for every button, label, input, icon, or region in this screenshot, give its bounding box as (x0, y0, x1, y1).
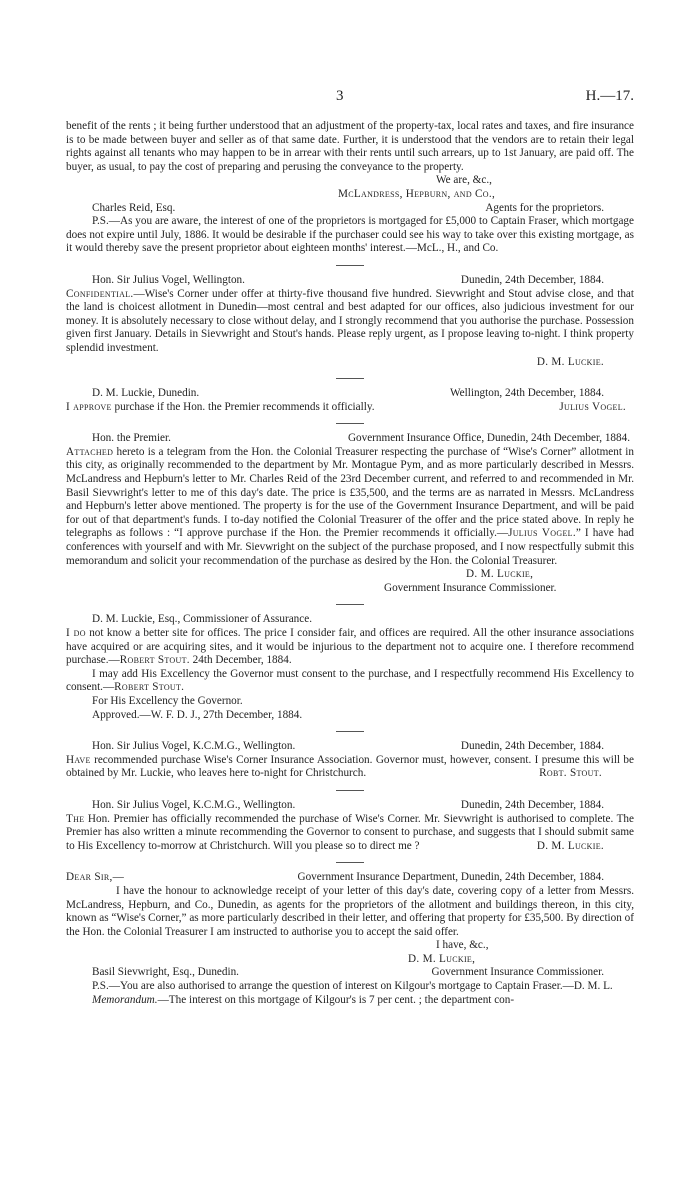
telegram-stout-to-vogel (66, 740, 634, 781)
section-divider (336, 790, 364, 791)
lead-word: The (66, 812, 85, 825)
document-reference: H.—17. (585, 88, 634, 104)
lead-word: I approve (66, 400, 112, 413)
telegram-body: Confidential.—Wise's Corner under offer at thirty-five thousand five hundred. Sievwright and Stout advise close, and that the land is choicest allotment in Dunedin—most central and best adapted for our offices, also judicious investment for our money. It is absolutely necessary to close without delay, and I strongly recommend that you authorise the purchase. Possession given first January. Details in Sievwright and Stout's hands. Please reply urgent, as I propose leaving to-night. I think property splendid investment. (66, 287, 634, 354)
telegram-body: Have recommended purchase Wise's Corner Insurance Association. Governor must, however, consent. I presume this will be obtained by Mr. Luckie, who leaves here to-night for Christchurch. (66, 753, 634, 780)
signature: D. M. Luckie. (536, 355, 604, 368)
signatory-title: Government Insurance Commissioner. (431, 966, 604, 979)
letter-header (66, 871, 634, 885)
letter-body: I have the honour to acknowledge receipt of your letter of this day's date, covering copy of a letter from Messrs. McLandress, Hepburn, and Co., Dunedin, as agents for the proprietors of the allotment and buildings thereon, in this city, known as “Wise's Corner,” as more particularly described in their letter, and offering that property for £35,500. By direction of the Hon. the Colonial Treasurer I am instructed to authorise you to accept the said offer. (66, 884, 634, 938)
lead-word: Confidential. (66, 287, 134, 300)
section-divider (336, 604, 364, 605)
recipient: Hon. Sir Julius Vogel, K.C.M.G., Wellington. (92, 798, 296, 811)
memo-to-premier (66, 432, 634, 595)
page-header (66, 88, 634, 108)
telegram-body: I approve purchase if the Hon. the Premier recommends it officially. Julius Vogel. (66, 400, 626, 413)
section-divider (336, 423, 364, 424)
agents-line: Agents for the proprietors. (485, 201, 604, 214)
addressee: Basil Sievwright, Esq., Dunedin. (92, 966, 239, 979)
lead-word: Have (66, 753, 91, 766)
page-number: 3 (336, 88, 344, 104)
letter-to-sievwright (66, 871, 634, 1007)
telegram-header (66, 740, 634, 754)
section-divider (336, 378, 364, 379)
memo-body: I do not know a better site for offices. The price I consider fair, and offices are required. All the other insurance associations have acquired or are acquiring sites, and it would be injurious to the department not to acquire one. I therefore recommend purchase.—Robert Stout. 24th December, 1884. (66, 627, 635, 667)
signature: D. M. Luckie, (408, 952, 476, 965)
firm-name: McLandress, Hepburn, and Co., (338, 187, 496, 200)
mclandress-letter (66, 120, 634, 256)
signature: D. M. Luckie, (466, 568, 534, 581)
for-governor: For His Excellency the Governor. (92, 694, 243, 707)
address-line (66, 966, 634, 980)
recipient: D. M. Luckie, Dunedin. (92, 387, 200, 400)
lead-word: Attached (66, 445, 114, 458)
place-date: Government Insurance Office, Dunedin, 24th December, 1884. (347, 432, 630, 445)
memo-body: Attached hereto is a telegram from the Hon. the Colonial Treasurer respecting the purchase of “Wise's Corner” allotment in this city, as originally recommended to the department by Mr. Montague Pym, and as more particularly described in Messrs. McLandress and Hepburn's letter to Mr. Charles Reid of the 23rd December current, and referred to and recommended in Mr. Basil Sievwright's letter to me of this day's date. The price is £35,500, and the terms are as narrated in Messrs. McLandress and Hepburn's letter above mentioned. The property is for the use of the Government Insurance Department, and will be paid for out of that department's funds. I to-day notified the Colonial Treasurer of the offer and the price stated above. In reply he telegraphs as follows : “I approve purchase if the Hon. the Premier recommends it officially.—Julius Vogel.” I have had conferences with yourself and with Mr. Sievwright on the subject of the purchase proposed, and I now respectfully submit this memorandum and solicit your recommendation of the purchase as desired by the Hon. the Colonial Treasurer. (66, 445, 634, 567)
document-body (66, 120, 634, 1007)
place-date: Government Insurance Department, Dunedin, 24th December, 1884. (297, 871, 604, 884)
postscript: P.S.—As you are aware, the interest of one of the proprietors is mortgaged for £5,000 to Captain Fraser, which mortgage does not expire until July, 1886. It would be desirable if the purchaser could see his way to take over this existing mortgage, as it would thereby save the present proprietor about eighteen months' interest.—McL., H., and Co. (66, 215, 634, 255)
memo-header (66, 432, 634, 446)
salutation: Dear Sir,— (66, 871, 125, 884)
section-divider (336, 265, 364, 266)
letter-paragraph: benefit of the rents ; it being further understood that an adjustment of the property-tax, local rates and taxes, and fire insurance is to be made between buyer and seller as of that same date. Further, it is understood that the vendors are to retain their legal rights against all tenants who may happen to be in arrear with their rents until such arrears, up to 1st January, are paid off. The buyer, as usual, to pay the cost of preparing and perusing the conveyance to the property. (66, 120, 634, 173)
telegram-vogel-to-luckie (66, 387, 634, 414)
signature: D. M. Luckie. (536, 839, 604, 852)
telegram-header (66, 799, 634, 813)
recipient: D. M. Luckie, Esq., Commissioner of Assurance. (92, 613, 312, 626)
memorandum-label: Memorandum. (92, 993, 158, 1006)
addressee: Charles Reid, Esq. (92, 201, 176, 214)
inline-signature: Robert Stout. (114, 681, 185, 694)
stout-memo (66, 613, 634, 722)
place-date: Wellington, 24th December, 1884. (450, 387, 604, 400)
address-line (66, 202, 634, 216)
section-divider (336, 731, 364, 732)
place-date: Dunedin, 24th December, 1884. (460, 273, 604, 286)
recipient: Hon. the Premier. (92, 432, 171, 445)
memorandum: Memorandum.—The interest on this mortgage of Kilgour's is 7 per cent. ; the department con- (92, 993, 515, 1006)
recipient: Hon. Sir Julius Vogel, K.C.M.G., Wellington. (92, 740, 296, 753)
telegram-header (66, 387, 634, 401)
closing: I have, &c., (436, 939, 489, 952)
closing: We are, &c., (436, 174, 492, 187)
postscript: P.S.—You are also authorised to arrange the question of interest on Kilgour's mortgage to Captain Fraser.—D. M. L. (92, 980, 613, 993)
telegram-luckie-to-vogel-2 (66, 799, 634, 853)
signatory-title: Government Insurance Commissioner. (384, 581, 557, 594)
approval: Approved.—W. F. D. J., 27th December, 1884. (92, 708, 303, 721)
lead-word: I do (66, 627, 86, 639)
memo-addendum: I may add His Excellency the Governor must consent to the purchase, and I respectfully recommend His Excellency to consent.—Robert Stout. (66, 667, 634, 694)
section-divider (336, 862, 364, 863)
telegram-body: The Hon. Premier has officially recommended the purchase of Wise's Corner. Mr. Sievwright is authorised to complete. The Premier has also written a minute recommending the Governor to consent to purchase, and suggests that I should submit same to His Excellency to-morrow at Christchurch. Will you please so to direct me ? (66, 812, 634, 852)
telegram-header (66, 274, 634, 288)
telegram-luckie-to-vogel (66, 274, 634, 369)
recipient: Hon. Sir Julius Vogel, Wellington. (92, 273, 245, 286)
signature: Robt. Stout. (539, 767, 602, 780)
place-date: Dunedin, 24th December, 1884. (460, 798, 604, 811)
signature: Julius Vogel. (559, 400, 626, 413)
inline-signature: Robert Stout. (119, 654, 190, 667)
place-date: Dunedin, 24th December, 1884. (460, 740, 604, 753)
inline-signature: Julius Vogel. (508, 527, 576, 540)
